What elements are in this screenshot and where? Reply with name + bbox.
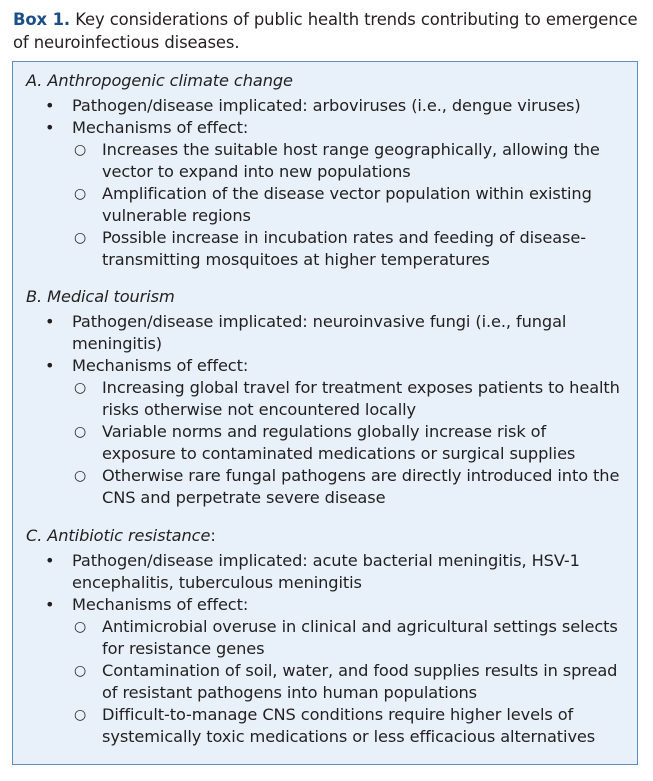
- bullet-circle-icon: ○: [74, 424, 87, 440]
- mechanisms-item: • Mechanisms of effect: ○ Increasing global travel for treatment exposes patients to health risks otherwise not encountered locally ○ Variable norms and regulations globally increase risk of exposure to contaminated medications or surgical supplies ○ Otherwise rare fungal pathogens are directly introduced into the CNS and perpetrate severe disease: [26, 355, 623, 509]
- section-title: C. Antibiotic resistance:: [26, 526, 216, 545]
- mechanism-item: ○ Increases the suitable host range geographically, allowing the vector to expand into new populations: [74, 140, 600, 181]
- mechanism-item: ○ Otherwise rare fungal pathogens are directly introduced into the CNS and perpetrate severe disease: [74, 466, 620, 507]
- pathogen-item: • Pathogen/disease implicated: acute bacterial meningitis, HSV-1 encephalitis, tuberculous meningitis: [45, 551, 580, 592]
- bullet-circle-icon: ○: [74, 707, 87, 723]
- pathogen-item: • Pathogen/disease implicated: neuroinvasive fungi (i.e., fungal meningitis): [45, 312, 567, 353]
- section-list: [26, 311, 637, 509]
- mechanism-item: ○ Antimicrobial overuse in clinical and agricultural settings selects for resistance genes: [74, 617, 618, 658]
- mechanisms-list: [72, 377, 623, 509]
- mechanisms-list: [72, 616, 623, 748]
- pathogen-item: • Pathogen/disease implicated: arboviruses (i.e., dengue viruses): [45, 96, 581, 115]
- bullet-circle-icon: ○: [74, 468, 87, 484]
- section-climate-change: [26, 69, 637, 271]
- section-title: B. Medical tourism: [26, 287, 175, 306]
- bullet-dot-icon: •: [45, 96, 55, 115]
- bullet-dot-icon: •: [45, 595, 55, 614]
- bullet-circle-icon: ○: [74, 186, 87, 202]
- bullet-circle-icon: ○: [74, 380, 87, 396]
- mechanism-item: ○ Possible increase in incubation rates and feeding of disease-transmitting mosquitoes at higher temperatures: [74, 228, 586, 269]
- mechanism-item: ○ Increasing global travel for treatment exposes patients to health risks otherwise not encountered locally: [74, 378, 620, 419]
- bullet-circle-icon: ○: [74, 230, 87, 246]
- bullet-dot-icon: •: [45, 551, 55, 570]
- mechanisms-item: • Mechanisms of effect: ○ Increases the suitable host range geographically, allowing the vector to expand into new populations ○ Amplification of the disease vector population within existing vulnerable regions ○ Possible increase in incubation rates and feeding of disease-transmitting mosquitoes at higher temperatures: [26, 117, 623, 271]
- box-label: Box 1.: [13, 10, 71, 29]
- section-antibiotic-resistance: [26, 524, 637, 748]
- section-title: A. Anthropogenic climate change: [26, 71, 293, 90]
- bullet-circle-icon: ○: [74, 619, 87, 635]
- bullet-dot-icon: •: [45, 118, 55, 137]
- bullet-dot-icon: •: [45, 356, 55, 375]
- section-list: [26, 95, 637, 271]
- bullet-circle-icon: ○: [74, 663, 87, 679]
- bullet-circle-icon: ○: [74, 142, 87, 158]
- considerations-box: [12, 61, 638, 765]
- bullet-dot-icon: •: [45, 312, 55, 331]
- mechanism-item: ○ Variable norms and regulations globally increase risk of exposure to contaminated medications or surgical supplies: [74, 422, 576, 463]
- section-list: [26, 550, 637, 748]
- box-caption: [13, 8, 638, 54]
- box-caption-text: Key considerations of public health trends contributing to emergence of neuroinfectious diseases.: [13, 10, 638, 52]
- section-medical-tourism: [26, 285, 637, 509]
- mechanism-item: ○ Difficult-to-manage CNS conditions require higher levels of systemically toxic medications or less efficacious alternatives: [74, 705, 596, 746]
- mechanism-item: ○ Contamination of soil, water, and food supplies results in spread of resistant pathogens into human populations: [74, 661, 618, 702]
- mechanisms-item: • Mechanisms of effect: ○ Antimicrobial overuse in clinical and agricultural settings selects for resistance genes ○ Contamination of soil, water, and food supplies results in spread of resistant pathogens into human populations ○ Difficult-to-manage CNS conditions require higher levels of systemically toxic medications or less efficacious alternatives: [26, 594, 623, 748]
- mechanism-item: ○ Amplification of the disease vector population within existing vulnerable regions: [74, 184, 592, 225]
- mechanisms-list: [72, 139, 623, 271]
